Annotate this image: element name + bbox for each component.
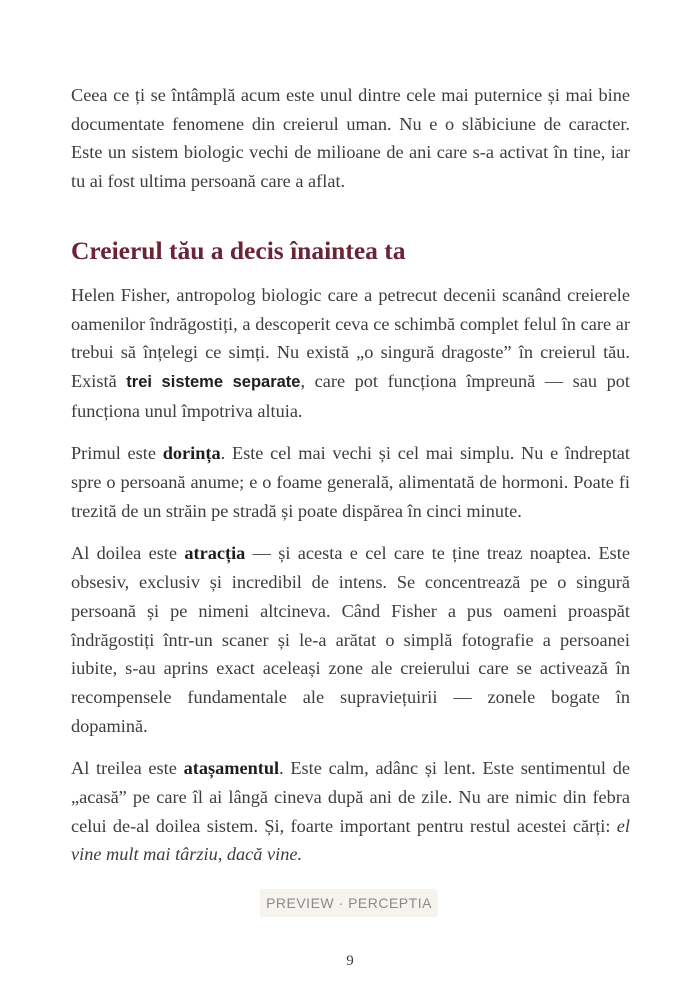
strong-three-systems: trei sisteme separate [126,372,301,391]
text-run: Al doilea este [71,543,185,564]
text-run: , care pot funcționa împreună — sau pot funcționa unul împotriva altuia. [71,370,630,421]
strong-desire: dorința [162,443,221,464]
preview-watermark: PREVIEW · PERCEPTIA [260,889,438,917]
text-run: . Este calm, adânc și lent. Este sentimentul de „acasă” pe care îl ai lângă cineva după ani de zile. Nu are nimic din febra celui de-al doilea sistem. Și, foarte important pentru restul acestei cărți: [71,758,630,836]
section-heading: Creierul tău a decis înaintea ta [71,235,406,265]
text-run: . Este cel mai vechi și cel mai simplu. Nu e îndreptat spre o persoană anume; e o foame generală, alimentată de hormoni. Poate fi trezită de un străin pe stradă și poate dispărea în cinci minute. [71,443,630,521]
text-run: Helen Fisher, antropolog biologic care a petrecut decenii scanând creierele oamenilor îndrăgostiți, a descoperit ceva ce schimbă complet felul în care ar trebui să înțelegi ce simți. Nu există „o singură dragoste” în creierul tău. Există [71,284,630,391]
intro-paragraph: Ceea ce ți se întâmplă acum este unul dintre cele mai puternice și mai bine documentate fenomene din creierul uman. Nu e o slăbiciune de caracter. Este un sistem biologic vechi de milioane de ani care s-a activat în tine, iar tu ai fost ultima persoană care a aflat. [71,85,630,192]
emphasis-comes-later: el vine mult mai târziu, dacă vine. [71,815,630,865]
page-body [71,81,630,869]
text-run: — și acesta e cel care te ține treaz noaptea. Este obsesiv, exclusiv și incredibil de intens. Se concentrează pe o singură persoană și pe nimeni altcineva. Când Fisher a pus oameni proaspăt îndrăgostiți într-un scaner și le-a arătat o simplă fotografie a persoanei iubite, s-au aprins exact aceleași zone ale creierului care se activează în recompensele fundamentale ale supraviețuirii — zonele bogate în dopamină. [71,543,630,736]
strong-attraction: atracția [184,543,246,564]
paragraph-attachment [71,754,630,869]
paragraph-attraction [71,539,630,740]
paragraph-three-systems [71,281,630,426]
page-number: 9 [346,953,354,969]
paragraph-desire [71,439,630,525]
strong-attachment: atașamentul [183,758,280,779]
text-run: Primul este [71,443,163,464]
text-run: Al treilea este [71,758,184,779]
